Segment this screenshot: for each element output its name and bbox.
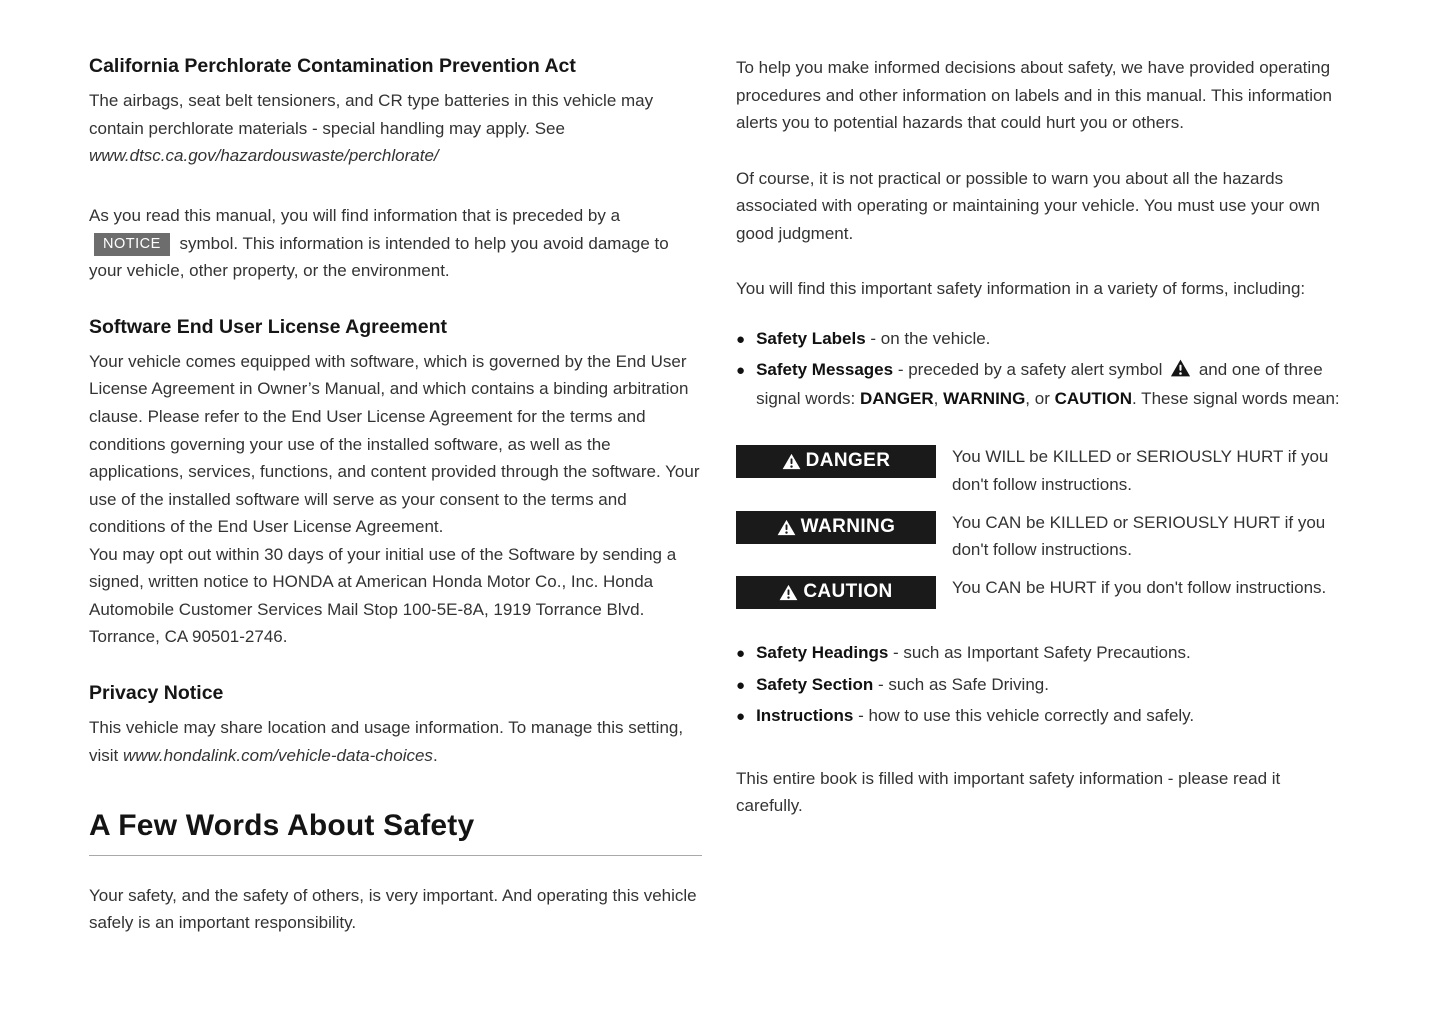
instructions-text: - how to use this vehicle correctly and safely. (853, 706, 1195, 726)
title-rule (89, 855, 702, 856)
safety-forms-list (736, 325, 1349, 414)
signal-row-danger (736, 445, 1349, 497)
left-column (89, 54, 702, 937)
perchlorate-paragraph (89, 87, 702, 170)
notice-text-after: symbol. This information is intended to help you avoid damage to your vehicle, other property, or the environment. (89, 233, 669, 281)
notice-paragraph (89, 202, 702, 285)
privacy-text: This vehicle may share location and usage information. To manage this setting, visit (89, 718, 684, 765)
warning-triangle-icon (777, 519, 796, 536)
section-heading-software: Software End User License Agreement (89, 315, 447, 338)
safety-messages-text-1: - preceded by a safety alert symbol (893, 360, 1168, 380)
bullet-icon (736, 325, 745, 354)
bullet-icon (736, 702, 745, 731)
safety-section-term: Safety Section (756, 674, 874, 694)
bullet-icon (736, 356, 745, 413)
signal-row-caution (736, 576, 1349, 609)
closing-paragraph: This entire book is filled with important safety information - please read it carefully. (736, 768, 1281, 816)
perchlorate-text: The airbags, seat belt tensioners, and CR type batteries in this vehicle may contain perchlorate materials - special handling may apply. See (89, 91, 654, 138)
section-heading-privacy: Privacy Notice (89, 681, 224, 704)
danger-signal-word: DANGER (805, 450, 891, 472)
warning-signal-label (736, 511, 936, 544)
safety-messages-term: Safety Messages (756, 360, 894, 380)
safety-labels-term: Safety Labels (756, 328, 866, 348)
list-item-text (756, 325, 1349, 354)
list-item-text (756, 702, 1349, 731)
notice-badge: NOTICE (94, 233, 170, 256)
right-column (736, 54, 1349, 820)
software-text-2: You may opt out within 30 days of your initial use of the Software by sending a signed, written notice to HONDA at American Honda Motor Co., Inc. Honda Automobile Customer Services Mail Stop 100-5E-8A, 1919 Torrance Blvd. Torrance, CA 90501-2746. (89, 544, 677, 647)
signal-row-warning (736, 511, 1349, 563)
bullet-icon (736, 671, 745, 700)
page-title: A Few Words About Safety (89, 809, 475, 843)
signal-word-table (736, 445, 1349, 609)
notice-text-before: As you read this manual, you will find information that is preceded by a (89, 205, 621, 225)
warning-description: You CAN be KILLED or SERIOUSLY HURT if you don't follow instructions. (952, 512, 1326, 559)
safety-headings-text: - such as Important Safety Precautions. (888, 643, 1191, 663)
software-paragraph (89, 348, 702, 651)
safety-info-paragraph-2: Of course, it is not practical or possible to warn you about all the hazards associated with operating or maintaining your vehicle. You must use your own good judgment. (736, 168, 1321, 243)
safety-headings-term: Safety Headings (756, 643, 889, 663)
warning-triangle-icon (782, 453, 801, 470)
privacy-period: . (432, 745, 438, 765)
software-text-1: Your vehicle comes equipped with software, which is governed by the End User License Agreement in Owner’s Manual, and which contains a binding arbitration clause. Please refer to the End User License Agreement for the terms and conditions governing your use of the installed software, as well as the applications, services, functions, and content provided through the software. Your use of the installed software will serve as your consent to the terms and conditions of the End User License Agreement. (89, 351, 700, 537)
safety-labels-text: - on the vehicle. (865, 328, 991, 348)
signal-word-danger-inline: DANGER (860, 388, 934, 408)
safety-messages-text-2: and one of three signal words: (756, 360, 1323, 408)
privacy-paragraph (89, 714, 702, 769)
list-item-text (756, 356, 1349, 413)
list-item-safety-headings (736, 639, 1349, 668)
safety-intro-paragraph: Your safety, and the safety of others, is very important. And operating this vehicle safely is an important responsibility. (89, 885, 697, 933)
warning-triangle-icon (779, 584, 798, 601)
danger-description: You WILL be KILLED or SERIOUSLY HURT if you don't follow instructions. (952, 447, 1329, 494)
list-item-text (756, 671, 1349, 700)
safety-info-paragraph-1: To help you make informed decisions about safety, we have provided operating procedures and other information on labels and in this manual. This information alerts you to potential hazards that could hurt you or others. (736, 58, 1332, 133)
perchlorate-url: www.dtsc.ca.gov/hazardouswaste/perchlorate/ (89, 146, 439, 166)
separator-text: , (933, 388, 944, 408)
caution-description: You CAN be HURT if you don't follow instructions. (952, 578, 1327, 598)
list-item-safety-labels (736, 325, 1349, 354)
signal-word-caution-inline: CAUTION (1054, 388, 1133, 408)
separator-text: , or (1025, 388, 1055, 408)
signal-word-warning-inline: WARNING (943, 388, 1026, 408)
section-heading-perchlorate: California Perchlorate Contamination Prevention Act (89, 55, 576, 77)
safety-section-text: - such as Safe Driving. (873, 674, 1049, 694)
warning-signal-word: WARNING (800, 515, 896, 537)
privacy-url: www.hondalink.com/vehicle-data-choices (123, 745, 433, 765)
list-item-text (756, 639, 1349, 668)
list-item-safety-messages (736, 356, 1349, 413)
list-item-safety-section (736, 671, 1349, 700)
safety-info-paragraph-3: You will find this important safety information in a variety of forms, including: (736, 279, 1306, 299)
safety-alert-icon (1170, 359, 1191, 377)
bullet-icon (736, 639, 745, 668)
safety-structure-list (736, 639, 1349, 731)
list-item-instructions (736, 702, 1349, 731)
caution-signal-word: CAUTION (803, 581, 893, 603)
caution-signal-label (736, 576, 936, 609)
safety-messages-text-3: . These signal words mean: (1132, 388, 1340, 408)
danger-signal-label (736, 445, 936, 478)
instructions-term: Instructions (756, 706, 854, 726)
